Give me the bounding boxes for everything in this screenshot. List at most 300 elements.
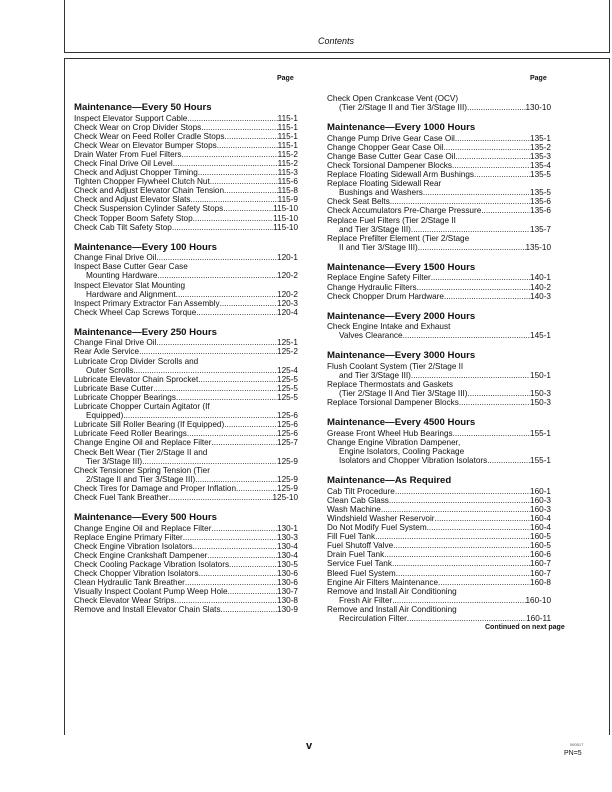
entry-text: Engine Isolators, Cooling Package (339, 447, 465, 457)
toc-entry[interactable] (327, 578, 551, 587)
dot-leader (223, 204, 273, 213)
page-ref: 130-9 (277, 605, 298, 615)
dot-leader (224, 420, 277, 429)
dot-leader (444, 292, 530, 301)
page-ref: 125-5 (277, 383, 298, 393)
entry-text: Hardware and Alignment (86, 289, 176, 299)
toc-entry[interactable] (327, 505, 551, 514)
entry-text: Check and Adjust Chopper Timing (74, 168, 198, 178)
entry-text: 2/Stage II and Tier 3/Stage III) (86, 474, 196, 484)
toc-entry[interactable] (74, 402, 298, 420)
entry-text: Mounting Hardware (86, 271, 158, 281)
entry-text: Check Tensioner Spring Tension (Tier (74, 465, 210, 475)
page-ref: 160-11 (526, 614, 551, 624)
entry-text: (Tier 2/Stage II And Tier 3/Stage III) (339, 389, 468, 399)
page-ref: 135-6 (530, 206, 551, 216)
toc-entry[interactable] (74, 524, 298, 533)
dot-leader (153, 384, 277, 393)
dot-leader (453, 429, 530, 438)
dot-leader (199, 569, 277, 578)
dot-leader (423, 188, 530, 197)
toc-section (74, 512, 298, 614)
dot-leader (173, 159, 278, 168)
toc-entry[interactable] (327, 559, 551, 568)
toc-entry[interactable] (74, 132, 298, 141)
entry-text: Check and Adjust Elevator Chain Tension (74, 186, 225, 196)
toc-entry[interactable] (327, 94, 551, 112)
left-toc-column (74, 102, 298, 625)
dot-leader (183, 533, 277, 542)
toc-entry[interactable] (327, 273, 551, 282)
dot-leader (403, 331, 530, 340)
dot-leader (195, 475, 277, 484)
dot-leader (392, 596, 525, 605)
page-ref: 125-6 (277, 411, 298, 421)
toc-entry[interactable] (327, 380, 551, 398)
page-number-code: PN=5 (564, 750, 582, 757)
dot-leader (157, 271, 277, 280)
toc-entry[interactable] (327, 170, 551, 179)
dot-leader (187, 429, 277, 438)
toc-entry[interactable] (327, 514, 551, 523)
toc-entry[interactable] (74, 347, 298, 356)
entry-text: Lubricate Base Cutter (74, 383, 154, 393)
dot-leader (182, 150, 278, 159)
section-title: Maintenance—Every 250 Hours (74, 326, 217, 338)
dot-leader (156, 253, 277, 262)
dot-leader (474, 170, 530, 179)
dot-leader (411, 371, 530, 380)
entry-text: Check Engine Vibration Isolators (74, 541, 193, 551)
entry-text: Check Accumulators Pre-Charge Pressure (327, 206, 482, 216)
page-ref: 130-3 (277, 532, 298, 542)
document-code: 060517 (570, 742, 584, 747)
entry-text: Lubricate Crop Divider Scrolls and (74, 356, 199, 366)
dot-leader (174, 596, 277, 605)
dot-leader (389, 496, 530, 505)
toc-entry[interactable] (327, 179, 551, 197)
entry-text: II and Tier 3/Stage III) (339, 242, 418, 252)
toc-entry[interactable] (74, 448, 298, 466)
toc-entry[interactable] (74, 375, 298, 384)
dot-leader (459, 398, 530, 407)
toc-entry[interactable] (74, 605, 298, 614)
page-ref: 155-1 (530, 428, 551, 438)
entry-text: Check Seat Belts (327, 197, 390, 207)
toc-entry[interactable] (74, 587, 298, 596)
entry-text: and Tier 3/Stage III) (339, 370, 411, 380)
entry-text: Replace Floating Sidewall Rear (327, 179, 442, 189)
entry-text: Check Belt Wear (Tier 2/Stage II and (74, 447, 208, 457)
toc-entry[interactable] (327, 587, 551, 605)
entry-text: (Tier 2/Stage II and Tier 3/Stage III) (339, 103, 468, 113)
entry-text: Clean Hydraulic Tank Breather (74, 578, 185, 588)
entry-text: Drain Water From Fuel Filters (74, 149, 182, 159)
entry-text: Tighten Chopper Flywheel Clutch Nut (74, 177, 210, 187)
toc-entry[interactable] (74, 338, 298, 347)
entry-text: Remove and Install Elevator Chain Slats (74, 605, 221, 615)
dot-leader (193, 214, 273, 223)
dot-leader (444, 143, 531, 152)
page-ref: 115-1 (277, 122, 298, 132)
page-ref: 115-2 (277, 158, 298, 168)
entry-text: Replace Floating Sidewall Arm Bushings (327, 170, 474, 180)
toc-entry[interactable] (74, 596, 298, 605)
toc-section (327, 311, 551, 341)
page-ref: 115-9 (277, 195, 298, 205)
entry-text: Inspect Elevator Slat Mounting (74, 280, 186, 290)
entry-text: Wash Machine (327, 504, 381, 514)
toc-entry[interactable] (327, 541, 551, 550)
page-ref: 160-7 (530, 568, 551, 578)
entry-text: Rear Axle Service (74, 347, 140, 357)
entry-text: Equipped) (86, 411, 124, 421)
page-ref: 115-8 (277, 186, 298, 196)
page-ref: 130-6 (277, 569, 298, 579)
toc-entry[interactable] (74, 262, 298, 280)
toc-entry[interactable] (327, 143, 551, 152)
page-ref: 135-2 (530, 142, 551, 152)
toc-entry[interactable] (74, 281, 298, 299)
entry-text: Clean Cab Glass (327, 495, 389, 505)
entry-text: Check Engine Crankshaft Dampener (74, 550, 208, 560)
toc-entry[interactable] (74, 466, 298, 484)
page-ref: 160-4 (530, 523, 551, 533)
page-ref: 120-1 (277, 253, 298, 263)
dot-leader (375, 532, 530, 541)
toc-entry[interactable] (327, 161, 551, 170)
dot-leader (196, 308, 277, 317)
page-ref: 135-7 (530, 224, 551, 234)
page-ref: 160-5 (530, 541, 551, 551)
toc-section (327, 94, 551, 112)
toc-entry[interactable] (74, 393, 298, 402)
toc-section (74, 102, 298, 232)
dot-leader (211, 524, 277, 533)
dot-leader (381, 505, 530, 514)
dot-leader (176, 290, 277, 299)
toc-entry[interactable] (74, 123, 298, 132)
page-ref: 140-2 (530, 282, 551, 292)
toc-section (327, 122, 551, 252)
page-ref: 130-7 (277, 587, 298, 597)
toc-entry[interactable] (74, 420, 298, 429)
toc-entry[interactable] (74, 195, 298, 204)
page-ref: 155-1 (530, 456, 551, 466)
entry-text: Bleed Fuel System (327, 568, 396, 578)
section-title: Maintenance—Every 500 Hours (74, 512, 217, 524)
page-ref: 120-3 (277, 298, 298, 308)
dot-leader (211, 438, 277, 447)
toc-section (327, 262, 551, 301)
page-ref: 120-2 (277, 289, 298, 299)
dot-leader (229, 560, 277, 569)
toc-section (327, 417, 551, 465)
dot-leader (207, 551, 277, 560)
entry-text: Lubricate Feed Roller Bearings (74, 429, 187, 439)
dot-leader (198, 375, 277, 384)
toc-entry[interactable] (327, 438, 551, 465)
entry-text: Replace Thermostats and Gaskets (327, 380, 453, 390)
page-ref: 135-5 (530, 170, 551, 180)
toc-entry[interactable] (327, 216, 551, 234)
entry-text: Fill Fuel Tank (327, 532, 376, 542)
toc-entry[interactable] (327, 398, 551, 407)
dot-leader (156, 338, 277, 347)
dot-leader (427, 523, 530, 532)
page-ref: 135-1 (530, 133, 551, 143)
dot-leader (193, 542, 277, 551)
toc-entry[interactable] (74, 204, 298, 213)
entry-text: Inspect Elevator Support Cable (74, 113, 188, 123)
dot-leader (185, 578, 277, 587)
page-ref: 140-3 (530, 291, 551, 301)
toc-entry[interactable] (74, 150, 298, 159)
entry-text: Lubricate Chopper Bearings (74, 392, 176, 402)
toc-entry[interactable] (74, 177, 298, 186)
entry-text: Remove and Install Air Conditioning (327, 604, 457, 614)
toc-entry[interactable] (74, 578, 298, 587)
toc-entry[interactable] (74, 551, 298, 560)
page-ref: 160-3 (530, 504, 551, 514)
page-ref: 135-4 (530, 160, 551, 170)
page-ref: 160-4 (530, 514, 551, 523)
page-ref: 140-1 (530, 273, 551, 283)
dot-leader (455, 152, 530, 161)
toc-entry[interactable] (74, 308, 298, 317)
toc-entry[interactable] (327, 322, 551, 340)
page-ref: 125-6 (277, 429, 298, 439)
dot-leader (224, 132, 277, 141)
toc-entry[interactable] (327, 487, 551, 496)
toc-entry[interactable] (74, 429, 298, 438)
section-title: Maintenance—Every 100 Hours (74, 241, 217, 253)
page-ref: 130-6 (277, 578, 298, 588)
page-ref: 130-4 (277, 541, 298, 551)
entry-text: Replace Engine Safety Filter (327, 273, 431, 283)
toc-entry[interactable] (327, 292, 551, 301)
dot-leader (221, 605, 278, 614)
entry-text: Tier 3/Stage III) (86, 456, 143, 466)
entry-text: Check Elevator Wear Strips (74, 596, 175, 606)
entry-text: Check and Adjust Elevator Slats (74, 195, 191, 205)
entry-text: Recirculation Filter (339, 614, 407, 624)
dot-leader (452, 161, 530, 170)
entry-text: Check Torsional Dampener Blocks (327, 160, 452, 170)
page-ref: 150-3 (530, 389, 551, 399)
page-ref: 160-5 (530, 532, 551, 542)
page-ref: 115-1 (277, 140, 298, 150)
section-title: Maintenance—Every 4500 Hours (327, 417, 476, 429)
entry-text: Visually Inspect Coolant Pump Weep Hole (74, 587, 228, 597)
page-ref: 160-10 (525, 595, 551, 605)
entry-text: Grease Front Wheel Hub Bearings (327, 428, 453, 438)
toc-section (327, 350, 551, 407)
toc-entry[interactable] (74, 214, 298, 223)
entry-text: Outer Scrolls (86, 365, 134, 375)
section-title: Maintenance—Every 50 Hours (74, 102, 212, 113)
entry-text: Drain Fuel Tank (327, 550, 385, 560)
dot-leader (455, 134, 530, 143)
page-ref: 125-6 (277, 420, 298, 430)
entry-text: Service Fuel Tank (327, 559, 392, 569)
page-ref: 160-6 (530, 550, 551, 560)
toc-entry[interactable] (327, 134, 551, 143)
section-title: Maintenance—Every 2000 Hours (327, 310, 476, 322)
toc-entry[interactable] (74, 484, 298, 493)
entry-text: Flush Coolant System (Tier 2/Stage II (327, 361, 464, 371)
toc-entry[interactable] (327, 362, 551, 380)
entry-text: Lubricate Elevator Chain Sprocket (74, 374, 199, 384)
toc-entry[interactable] (74, 357, 298, 375)
toc-entry[interactable] (327, 152, 551, 161)
dot-leader (133, 366, 277, 375)
right-toc-column (327, 94, 551, 633)
entry-text: Do Not Modify Fuel System (327, 523, 427, 533)
entry-text: Check Suspension Cylinder Safety Stops (74, 204, 224, 214)
toc-section (74, 242, 298, 317)
toc-entry[interactable] (74, 493, 298, 502)
dot-leader (142, 457, 277, 466)
page-ref: 125-9 (277, 474, 298, 484)
dot-leader (198, 168, 278, 177)
dot-leader (438, 578, 530, 587)
page-ref: 115-1 (277, 113, 298, 123)
toc-entry[interactable] (74, 533, 298, 542)
dot-leader (467, 389, 530, 398)
page-ref: 135-3 (530, 151, 551, 161)
entry-text: Check Chopper Vibration Isolators (74, 569, 199, 579)
toc-entry[interactable] (327, 429, 551, 438)
page-ref: 125-5 (277, 374, 298, 384)
page-ref: 115-2 (277, 149, 298, 159)
page-ref: 115-10 (273, 213, 298, 223)
entry-text: Bushings and Washers (339, 188, 423, 198)
dot-leader (169, 493, 273, 502)
toc-entry[interactable] (74, 168, 298, 177)
dot-leader (139, 347, 277, 356)
entry-text: Change Engine Oil and Replace Filter (74, 523, 212, 533)
entry-text: Check Chopper Drum Hardware (327, 291, 444, 301)
toc-entry[interactable] (327, 197, 551, 206)
toc-entry[interactable] (74, 299, 298, 308)
dot-leader (417, 283, 530, 292)
page-ref: 160-1 (530, 486, 551, 496)
page-ref: 135-6 (530, 197, 551, 207)
entry-text: Inspect Base Cutter Gear Case (74, 262, 188, 272)
toc-entry[interactable] (74, 159, 298, 168)
entry-text: Change Final Drive Oil (74, 338, 157, 348)
page-numeral: v (306, 740, 313, 752)
entry-text: Valves Clearance (339, 331, 403, 341)
entry-text: Lubricate Chopper Curtain Agitator (If (74, 402, 210, 412)
entry-text: Fresh Air Filter (339, 595, 393, 605)
dot-leader (210, 177, 278, 186)
entry-text: Cab Tilt Procedure (327, 486, 395, 496)
page-ref: 115-10 (273, 222, 298, 232)
toc-entry[interactable] (74, 114, 298, 123)
toc-section (327, 475, 551, 623)
toc-entry[interactable] (74, 141, 298, 150)
page-ref: 125-5 (277, 392, 298, 402)
entry-text: Replace Prefilter Element (Tier 2/Stage (327, 233, 470, 243)
toc-entry[interactable] (74, 438, 298, 447)
entry-text: Lubricate Sill Roller Bearing (If Equipped) (74, 420, 225, 430)
left-page-column-header: Page (277, 75, 294, 82)
page-ref: 160-7 (530, 559, 551, 569)
dot-leader (220, 299, 277, 308)
dot-leader (431, 273, 530, 282)
toc-entry[interactable] (74, 384, 298, 393)
entry-text: Remove and Install Air Conditioning (327, 586, 457, 596)
toc-entry[interactable] (327, 283, 551, 292)
page-ref: 150-1 (530, 370, 551, 380)
toc-entry[interactable] (74, 223, 298, 232)
toc-entry[interactable] (74, 542, 298, 551)
dot-leader (481, 206, 530, 215)
dot-leader (172, 223, 273, 232)
entry-text: Replace Engine Primary Filter (74, 532, 183, 542)
toc-entry[interactable] (74, 560, 298, 569)
toc-entry[interactable] (327, 206, 551, 215)
toc-section (74, 327, 298, 502)
dot-leader (396, 569, 530, 578)
toc-entry[interactable] (327, 523, 551, 532)
entry-text: Check Wear on Elevator Bumper Stops (74, 140, 217, 150)
toc-entry[interactable] (327, 532, 551, 541)
dot-leader (123, 411, 277, 420)
dot-leader (187, 114, 277, 123)
dot-leader (384, 550, 530, 559)
page-title: Contents (317, 36, 355, 46)
dot-leader (407, 614, 526, 623)
entry-text: Check Open Crankcase Vent (OCV) (327, 94, 459, 103)
toc-entry[interactable] (327, 496, 551, 505)
dot-leader (191, 195, 278, 204)
page-ref: 125-10 (272, 492, 298, 502)
dot-leader (217, 141, 278, 150)
section-title: Maintenance—Every 1000 Hours (327, 122, 476, 134)
section-title: Maintenance—As Required (327, 475, 452, 487)
page-ref: 135-10 (525, 242, 551, 252)
page-ref: 130-4 (277, 550, 298, 560)
dot-leader (236, 484, 277, 493)
dot-leader (228, 587, 278, 596)
toc-entry[interactable] (327, 605, 551, 623)
toc-entry[interactable] (74, 253, 298, 262)
entry-text: Change Engine Oil and Replace Filter (74, 438, 212, 448)
page-ref: 145-1 (530, 331, 551, 341)
toc-entry[interactable] (327, 234, 551, 252)
dot-leader (224, 186, 278, 195)
entry-text: Windshield Washer Reservoir (327, 514, 435, 523)
dot-leader (418, 243, 526, 252)
entry-text: Change Hydraulic Filters (327, 282, 417, 292)
entry-text: Check Final Drive Oil Level (74, 158, 173, 168)
entry-text: Isolators and Chopper Vibration Isolators (339, 456, 488, 466)
toc-entry[interactable] (327, 569, 551, 578)
entry-text: Check Cooling Package Vibration Isolators (74, 559, 230, 569)
toc-entry[interactable] (74, 569, 298, 578)
page-ref: 115-3 (277, 168, 298, 178)
continued-note: Continued on next page (485, 624, 565, 631)
page-ref: 115-1 (277, 131, 298, 141)
dot-leader (201, 123, 277, 132)
toc-entry[interactable] (74, 186, 298, 195)
dot-leader (390, 197, 530, 206)
page-ref: 125-4 (277, 365, 298, 375)
toc-entry[interactable] (327, 550, 551, 559)
